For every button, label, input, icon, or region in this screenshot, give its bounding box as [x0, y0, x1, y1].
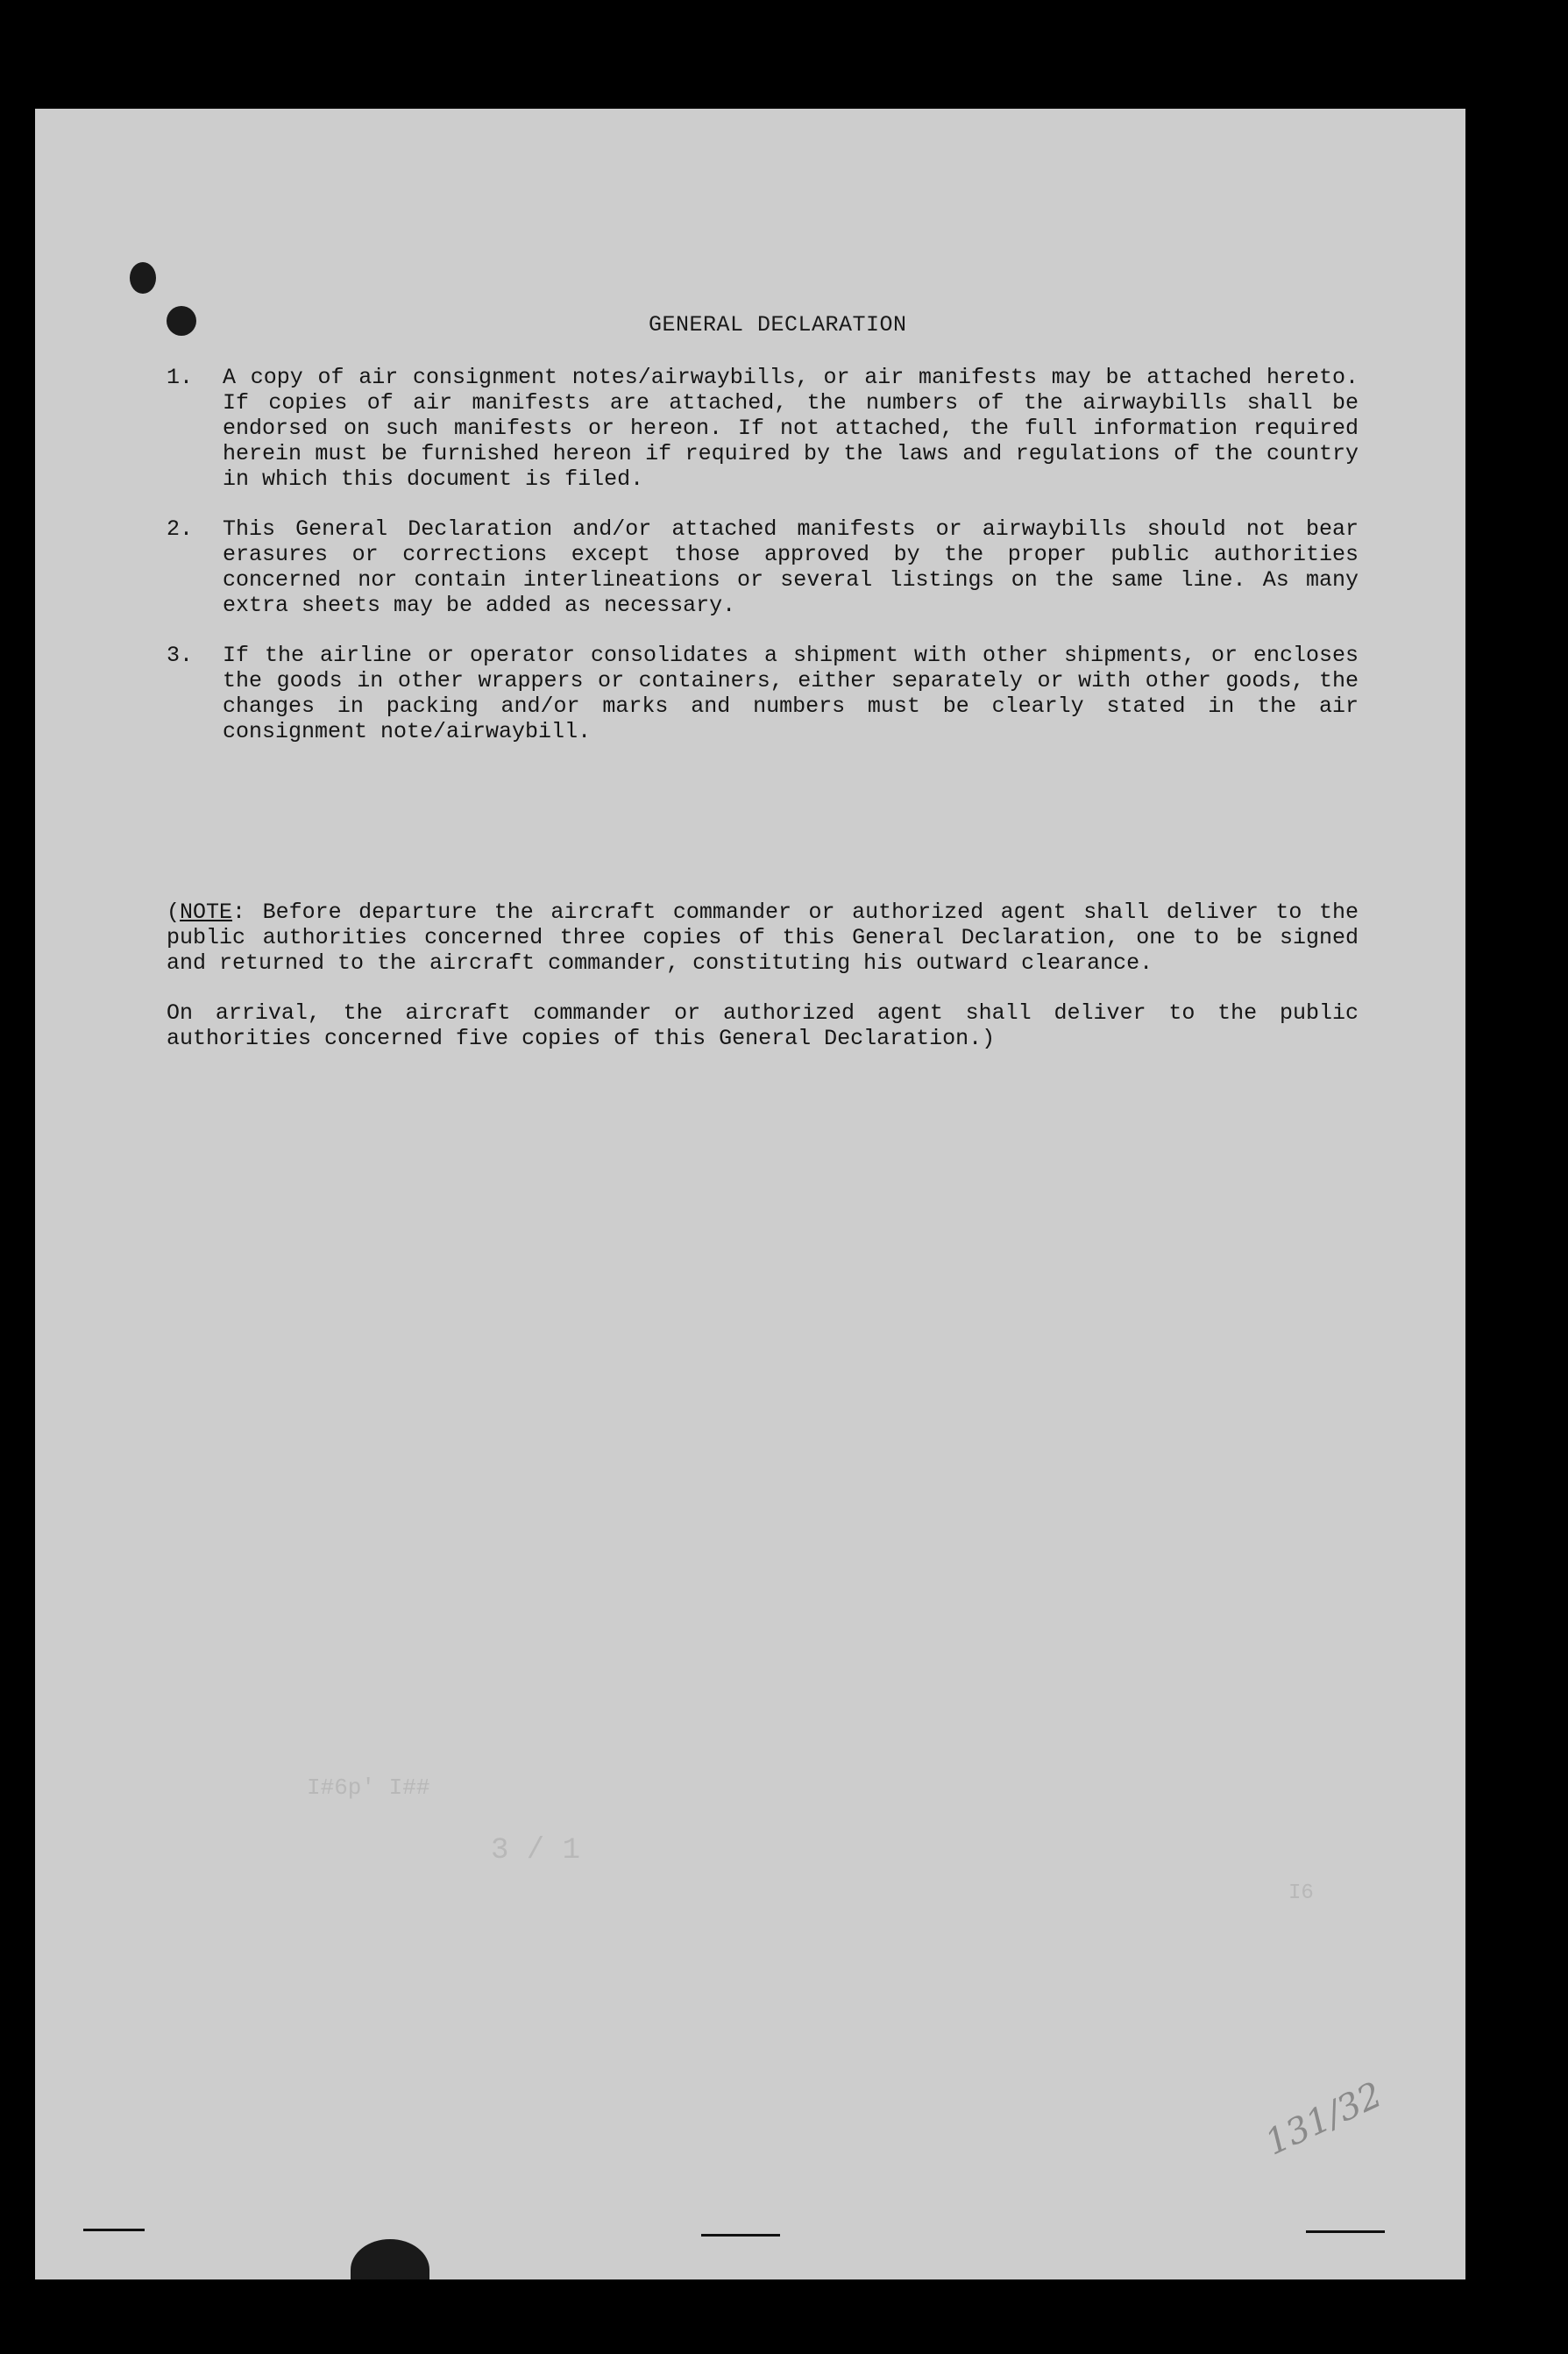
- page-title: GENERAL DECLARATION: [649, 312, 907, 338]
- edge-mark: [701, 2234, 780, 2237]
- item-text: This General Declaration and/or attached manifests or airwaybills should not bear erasures or corrections except those approved by the proper public authorities concerned nor contain interlineations or several listings on the same line. As many extra sheets may be added as necessary.: [223, 516, 1359, 618]
- ink-blot: [130, 262, 156, 294]
- ink-blot: [167, 306, 196, 336]
- arrival-paragraph: On arrival, the aircraft commander or authorized agent shall deliver to the public authorities concerned five copies of this General Declaration.): [167, 1000, 1359, 1051]
- list-item: [167, 365, 1359, 492]
- item-number: 1.: [167, 365, 194, 390]
- handwritten-mark: 131/32: [1259, 2074, 1388, 2164]
- note-section: [167, 900, 1359, 1076]
- edge-mark: [1306, 2230, 1385, 2233]
- item-text: A copy of air consignment notes/airwaybills, or air manifests may be attached hereto. If copies of air manifests are attached, the numbers of the airwaybills shall be endorsed on such manifests or hereon. If not attached, the full information required herein must be furnished hereon if required by the laws and regulations of the country in which this document is filed.: [223, 365, 1359, 492]
- note-paragraph: (NOTE: Before departure the aircraft commander or authorized agent shall deliver to the public authorities concerned three copies of this General Declaration, one to be signed and returned to the aircraft commander, constituting his outward clearance.: [167, 900, 1359, 976]
- ink-blot: [351, 2239, 429, 2279]
- bleed-through-text: 3 / 1: [491, 1834, 581, 1867]
- note-text: : Before departure the aircraft commander or authorized agent shall deliver to the public authorities concerned three copies of this General Declaration, one to be signed and returned to the aircraft commander, constituting his outward clearance.: [167, 900, 1359, 976]
- item-number: 3.: [167, 643, 194, 668]
- instructions-list: [167, 365, 1359, 769]
- list-item: [167, 516, 1359, 618]
- bleed-through-text: I#6p' I##: [307, 1774, 430, 1801]
- list-item: [167, 643, 1359, 744]
- item-text: If the airline or operator consolidates a shipment with other shipments, or encloses the goods in other wrappers or containers, either separately or with other goods, the changes in packing and/or marks and numbers must be clearly stated in the air consignment note/airwaybill.: [223, 643, 1359, 744]
- document-sheet: [35, 109, 1465, 2279]
- bleed-through-text: I6: [1288, 1881, 1314, 1905]
- item-number: 2.: [167, 516, 194, 542]
- edge-mark: [83, 2229, 145, 2231]
- note-label: NOTE: [180, 900, 233, 925]
